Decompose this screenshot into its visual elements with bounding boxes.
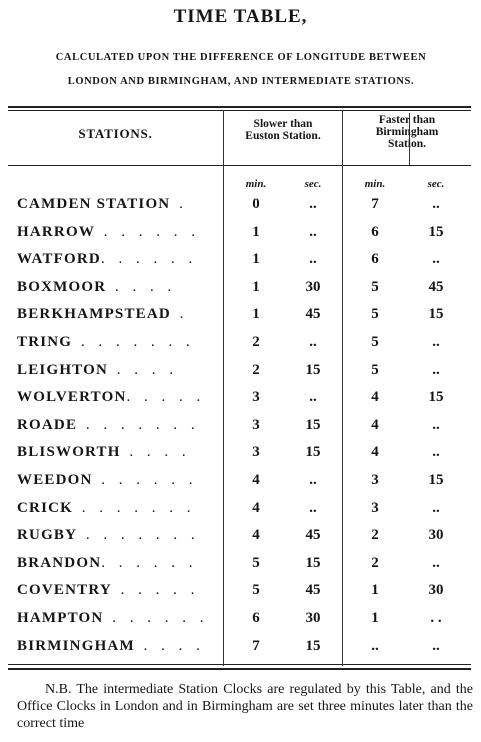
slower-sec: .. <box>309 251 317 268</box>
slower-sec: 15 <box>305 554 321 571</box>
unit-slower-sec: sec. <box>304 178 322 190</box>
faster-sec: 15 <box>428 306 444 323</box>
table-bottom-rule <box>8 668 471 670</box>
table-row <box>0 359 481 387</box>
station-name: BLISWORTH <box>17 444 121 461</box>
table-row <box>0 221 481 249</box>
slower-sec: 30 <box>305 609 321 626</box>
station-name: TRING <box>17 333 73 350</box>
faster-min: 3 <box>371 499 379 516</box>
slower-min: 0 <box>252 196 260 212</box>
table-row <box>0 331 481 359</box>
slower-min: 3 <box>252 444 260 461</box>
footnote: N.B. The intermediate Station Clocks are regulated by this Table, and the Office Clocks in London and in Birmingham are set three minutes later than the correct time <box>17 682 473 731</box>
slower-sec: .. <box>309 196 317 212</box>
slower-sec: 15 <box>305 637 321 654</box>
table-row <box>0 469 481 497</box>
table-top-rule <box>8 106 471 108</box>
leader-dots: . . . . . <box>111 582 200 599</box>
faster-min: 7 <box>371 196 379 212</box>
faster-sec: 30 <box>428 527 444 544</box>
header-slower-group <box>226 118 340 142</box>
table-bottom-rule-inner <box>8 664 471 665</box>
station-name: HARROW <box>17 223 96 240</box>
faster-sec: .. <box>432 444 440 461</box>
station-name: LEIGHTON <box>17 361 109 378</box>
leader-dots: . <box>170 196 188 212</box>
faster-min: .. <box>371 637 379 654</box>
leader-dots: . . . . . . . <box>77 416 200 433</box>
faster-min: 6 <box>371 223 379 240</box>
faster-min: 6 <box>371 251 379 268</box>
slower-sec: 30 <box>305 278 321 295</box>
subtitle-line-1: CALCULATED UPON THE DIFFERENCE OF LONGITUDE BETWEEN <box>55 52 427 63</box>
leader-dots: . . . . . . <box>95 223 201 240</box>
slower-min: 7 <box>252 637 260 654</box>
faster-sec: .. <box>432 196 440 212</box>
unit-faster-sec: sec. <box>427 178 445 190</box>
table-row <box>0 635 481 663</box>
station-name: WATFORD <box>17 251 101 268</box>
faster-min: 2 <box>371 527 379 544</box>
station-name: BOXMOOR <box>17 278 107 295</box>
leader-dots: . . . . <box>134 637 205 654</box>
faster-min: 4 <box>371 444 379 461</box>
leader-dots: . . . . <box>120 444 191 461</box>
faster-min: 4 <box>371 389 379 406</box>
station-name: BRANDON <box>17 554 102 571</box>
slower-min: 4 <box>252 471 260 488</box>
faster-min: 4 <box>371 416 379 433</box>
faster-min: 5 <box>371 361 379 378</box>
slower-min: 3 <box>252 416 260 433</box>
faster-min: 1 <box>371 609 379 626</box>
faster-sec: 15 <box>428 389 444 406</box>
slower-min: 5 <box>252 582 260 599</box>
station-name: WEEDON <box>17 471 93 488</box>
leader-dots: . . . . . . <box>103 609 209 626</box>
slower-min: 1 <box>252 251 260 268</box>
station-name: COVENTRY <box>17 582 112 599</box>
slower-sec: 45 <box>305 306 321 323</box>
header-stations: STATIONS. <box>78 126 153 141</box>
slower-sec: 45 <box>305 527 321 544</box>
faster-sec: . . <box>430 609 442 626</box>
table-row <box>0 552 481 580</box>
slower-min: 3 <box>252 389 260 406</box>
faster-min: 1 <box>371 582 379 599</box>
header-faster-group <box>345 114 469 150</box>
leader-dots: . . . . . . . <box>72 333 195 350</box>
slower-sec: 15 <box>305 416 321 433</box>
station-name: ROADE <box>17 416 78 433</box>
table-row <box>0 579 481 607</box>
faster-sec: 30 <box>428 582 444 599</box>
header-faster-line-1: Faster than <box>378 114 436 126</box>
table-row <box>0 193 481 221</box>
header-faster-line-3: Station. <box>387 138 427 150</box>
table-row <box>0 414 481 442</box>
station-name: CRICK <box>17 499 74 516</box>
slower-sec: 15 <box>305 444 321 461</box>
header-faster-line-2: Birmingham <box>375 126 439 138</box>
table-row <box>0 497 481 525</box>
table-top-rule-inner <box>8 110 471 111</box>
table-row <box>0 386 481 414</box>
table-row <box>0 441 481 469</box>
slower-min: 2 <box>252 333 260 350</box>
slower-sec: .. <box>309 389 317 406</box>
unit-slower-min: min. <box>245 178 267 190</box>
faster-min: 3 <box>371 471 379 488</box>
leader-dots: . . . . . . <box>101 554 198 571</box>
leader-dots: . . . . . . . <box>73 499 196 516</box>
slower-min: 4 <box>252 527 260 544</box>
station-name: HAMPTON <box>17 609 104 626</box>
station-name: BIRMINGHAM <box>17 637 135 654</box>
faster-sec: 45 <box>428 278 444 295</box>
faster-min: 2 <box>371 554 379 571</box>
station-rows <box>0 193 481 662</box>
faster-sec: .. <box>432 499 440 516</box>
station-name: RUGBY <box>17 527 78 544</box>
header-slower-line-1: Slower than <box>253 118 313 130</box>
faster-sec: .. <box>432 333 440 350</box>
leader-dots: . . . . . . <box>92 471 198 488</box>
faster-sec: .. <box>432 554 440 571</box>
slower-min: 1 <box>252 306 260 323</box>
table-row <box>0 303 481 331</box>
faster-min: 5 <box>371 333 379 350</box>
faster-sec: 15 <box>428 471 444 488</box>
leader-dots: . . . . . . . <box>77 527 200 544</box>
faster-sec: 15 <box>428 223 444 240</box>
table-header-rule <box>8 165 471 166</box>
slower-min: 1 <box>252 223 260 240</box>
station-name: CAMDEN STATION <box>17 196 171 212</box>
slower-sec: .. <box>309 223 317 240</box>
slower-sec: 45 <box>305 582 321 599</box>
header-slower-line-2: Euston Station. <box>245 130 321 142</box>
leader-dots: . . . . . . <box>100 251 198 268</box>
slower-min: 2 <box>252 361 260 378</box>
table-row <box>0 276 481 304</box>
faster-min: 5 <box>371 306 379 323</box>
faster-sec: .. <box>432 361 440 378</box>
faster-sec: .. <box>432 637 440 654</box>
slower-min: 4 <box>252 499 260 516</box>
faster-sec: .. <box>432 251 440 268</box>
slower-sec: .. <box>309 333 317 350</box>
slower-min: 1 <box>252 278 260 295</box>
table-row <box>0 607 481 635</box>
faster-sec: .. <box>432 416 440 433</box>
slower-min: 5 <box>252 554 260 571</box>
leader-dots: . . . . . <box>126 389 206 406</box>
leader-dots: . . . . <box>108 361 179 378</box>
slower-sec: .. <box>309 499 317 516</box>
table-row <box>0 524 481 552</box>
subtitle-line-2: LONDON AND BIRMINGHAM, AND INTERMEDIATE STATIONS. <box>67 76 415 87</box>
station-name: BERKHAMPSTEAD <box>17 306 171 323</box>
page-title: TIME TABLE, <box>173 6 308 27</box>
table-row <box>0 248 481 276</box>
leader-dots: . <box>170 306 189 323</box>
faster-min: 5 <box>371 278 379 295</box>
leader-dots: . . . . <box>106 278 177 295</box>
slower-sec: .. <box>309 471 317 488</box>
slower-sec: 15 <box>305 361 321 378</box>
slower-min: 6 <box>252 609 260 626</box>
unit-faster-min: min. <box>364 178 386 190</box>
station-name: WOLVERTON <box>17 389 127 406</box>
